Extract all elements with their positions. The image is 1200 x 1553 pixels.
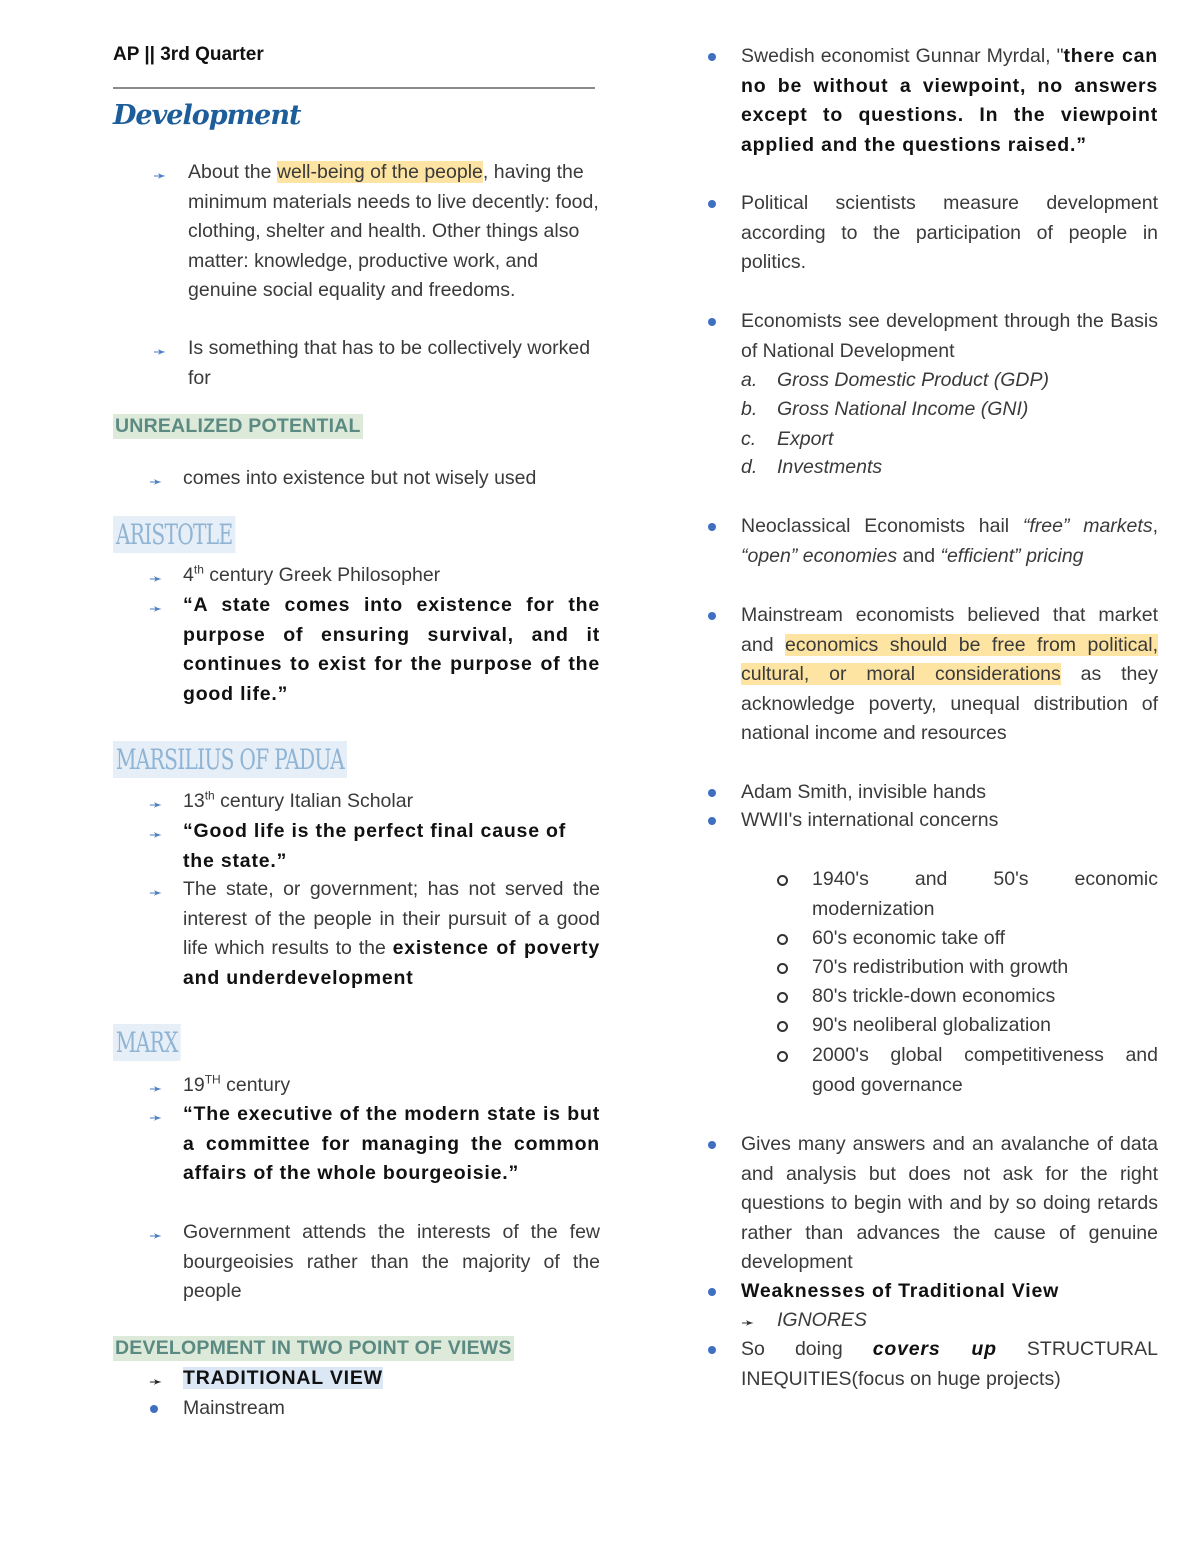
- arrow-bullet-icon: ➛: [149, 827, 163, 844]
- title-divider: [113, 87, 595, 89]
- marsilius-quote: “Good life is the perfect final cause of the state.”: [183, 820, 567, 872]
- page-title: AP || 3rd Quarter: [113, 44, 264, 65]
- ignores-label: IGNORES: [777, 1309, 867, 1331]
- era-item: 70's redistribution with growth: [812, 956, 1069, 978]
- marsilius-heading: MARSILIUS OF PADUA: [113, 741, 347, 778]
- arrow-bullet-icon: ➛: [149, 1228, 163, 1245]
- list-item-export: Export: [777, 428, 834, 450]
- list-letter: a.: [741, 369, 758, 391]
- weaknesses-bullet: Weaknesses of Traditional View: [741, 1280, 1060, 1302]
- circle-bullet-icon: [777, 963, 788, 974]
- list-item-investments: Investments: [777, 456, 883, 478]
- marx-bullet-1: 19TH century: [183, 1072, 291, 1096]
- era-item: 1940's and 50's economic modernization: [812, 868, 1158, 920]
- list-item-gdp: Gross Domestic Product (GDP): [777, 369, 1049, 391]
- political-scientists-bullet: Political scientists measure development according to the participation of people in politics.: [741, 192, 1158, 273]
- mainstream-economists-bullet: Mainstream economists believed that market and economics should be free from political, cultural, or moral considerations as they acknowledge poverty, unequal distribution of national income and resources: [741, 604, 1159, 744]
- arrow-bullet-icon: ➛: [149, 474, 163, 491]
- dot-bullet-icon: [708, 817, 716, 825]
- marx-heading: MARX: [113, 1024, 181, 1061]
- dot-bullet-icon: [708, 1346, 716, 1354]
- mainstream-label: Mainstream: [183, 1397, 285, 1419]
- list-letter: d.: [741, 456, 758, 478]
- neoclassical-bullet: Neoclassical Economists hail “free” markets, “open” economies and “efficient” pricing: [741, 515, 1158, 567]
- arrow-bullet-icon: ➛: [153, 344, 167, 361]
- arrow-bullet-icon: ➛: [149, 1081, 163, 1098]
- era-item: 80's trickle-down economics: [812, 985, 1056, 1007]
- dot-bullet-icon: [708, 318, 716, 326]
- wwii-bullet: WWII's international concerns: [741, 809, 999, 831]
- marsilius-bullet-3: The state, or government; has not served the interest of the people in their pursuit of a good life which results to the existence of poverty and underdevelopment: [183, 878, 600, 989]
- dot-bullet-icon: [708, 523, 716, 531]
- circle-bullet-icon: [777, 992, 788, 1003]
- marx-quote: “The executive of the modern state is but a committee for managing the common affairs of the whole bourgeoisie.”: [183, 1103, 600, 1184]
- aristotle-quote: “A state comes into existence for the purpose of ensuring survival, and it continues to exist for the purpose of the good life.”: [183, 594, 600, 705]
- marsilius-bullet-1: 13th century Italian Scholar: [183, 788, 414, 812]
- arrow-bullet-icon: ➛: [149, 1374, 163, 1391]
- circle-bullet-icon: [777, 875, 788, 886]
- dot-bullet-icon: [708, 789, 716, 797]
- circle-bullet-icon: [777, 934, 788, 945]
- aristotle-bullet-1: 4th century Greek Philosopher: [183, 562, 441, 586]
- arrow-bullet-icon: ➛: [149, 797, 163, 814]
- circle-bullet-icon: [777, 1021, 788, 1032]
- arrow-bullet-icon: ➛: [741, 1315, 755, 1332]
- adam-smith-bullet: Adam Smith, invisible hands: [741, 781, 986, 803]
- dot-bullet-icon: [708, 612, 716, 620]
- dot-bullet-icon: [708, 200, 716, 208]
- arrow-bullet-icon: ➛: [149, 885, 163, 902]
- unrealized-bullet: comes into existence but not wisely used: [183, 467, 537, 489]
- arrow-bullet-icon: ➛: [149, 1110, 163, 1127]
- arrow-bullet-icon: ➛: [149, 571, 163, 588]
- era-item: 60's economic take off: [812, 927, 1006, 949]
- development-heading: Development: [113, 100, 301, 131]
- dot-bullet-icon: [708, 1288, 716, 1296]
- era-item: 2000's global competitiveness and good governance: [812, 1044, 1158, 1096]
- list-letter: c.: [741, 428, 757, 450]
- marx-bullet-3: Government attends the interests of the few bourgeoisies rather than the majority of the people: [183, 1221, 600, 1302]
- arrow-bullet-icon: ➛: [153, 168, 167, 185]
- gives-many-answers-bullet: Gives many answers and an avalanche of data and analysis but does not ask for the right questions to begin with and by so doing retards rather than advances the cause of genuine development: [741, 1133, 1158, 1273]
- list-item-gni: Gross National Income (GNI): [777, 398, 1029, 420]
- list-letter: b.: [741, 398, 758, 420]
- so-doing-bullet: So doing covers up STRUCTURAL INEQUITIES(focus on huge projects): [741, 1338, 1158, 1390]
- unrealized-potential-heading: UNREALIZED POTENTIAL: [115, 415, 361, 437]
- circle-bullet-icon: [777, 1051, 788, 1062]
- arrow-bullet-icon: ➛: [149, 601, 163, 618]
- myrdal-bullet: Swedish economist Gunnar Myrdal, "there can no be without a viewpoint, no answers except to questions. In the viewpoint applied and the questions raised.”: [741, 45, 1158, 156]
- era-item: 90's neoliberal globalization: [812, 1014, 1051, 1036]
- traditional-view-label: TRADITIONAL VIEW: [183, 1367, 383, 1389]
- development-bullet-1: About the well-being of the people, having the minimum materials needs to live decently: food, clothing, shelter and health. Other things also matter: knowledge, productive work, and genuine social equality and freedoms.: [188, 161, 599, 301]
- two-views-heading: DEVELOPMENT IN TWO POINT OF VIEWS: [115, 1337, 512, 1359]
- aristotle-heading: ARISTOTLE: [113, 516, 235, 553]
- development-bullet-2: Is something that has to be collectively worked for: [188, 337, 591, 389]
- economists-bullet: Economists see development through the Basis of National Development: [741, 310, 1158, 362]
- dot-bullet-icon: [708, 1141, 716, 1149]
- dot-bullet-icon: [150, 1405, 158, 1413]
- dot-bullet-icon: [708, 53, 716, 61]
